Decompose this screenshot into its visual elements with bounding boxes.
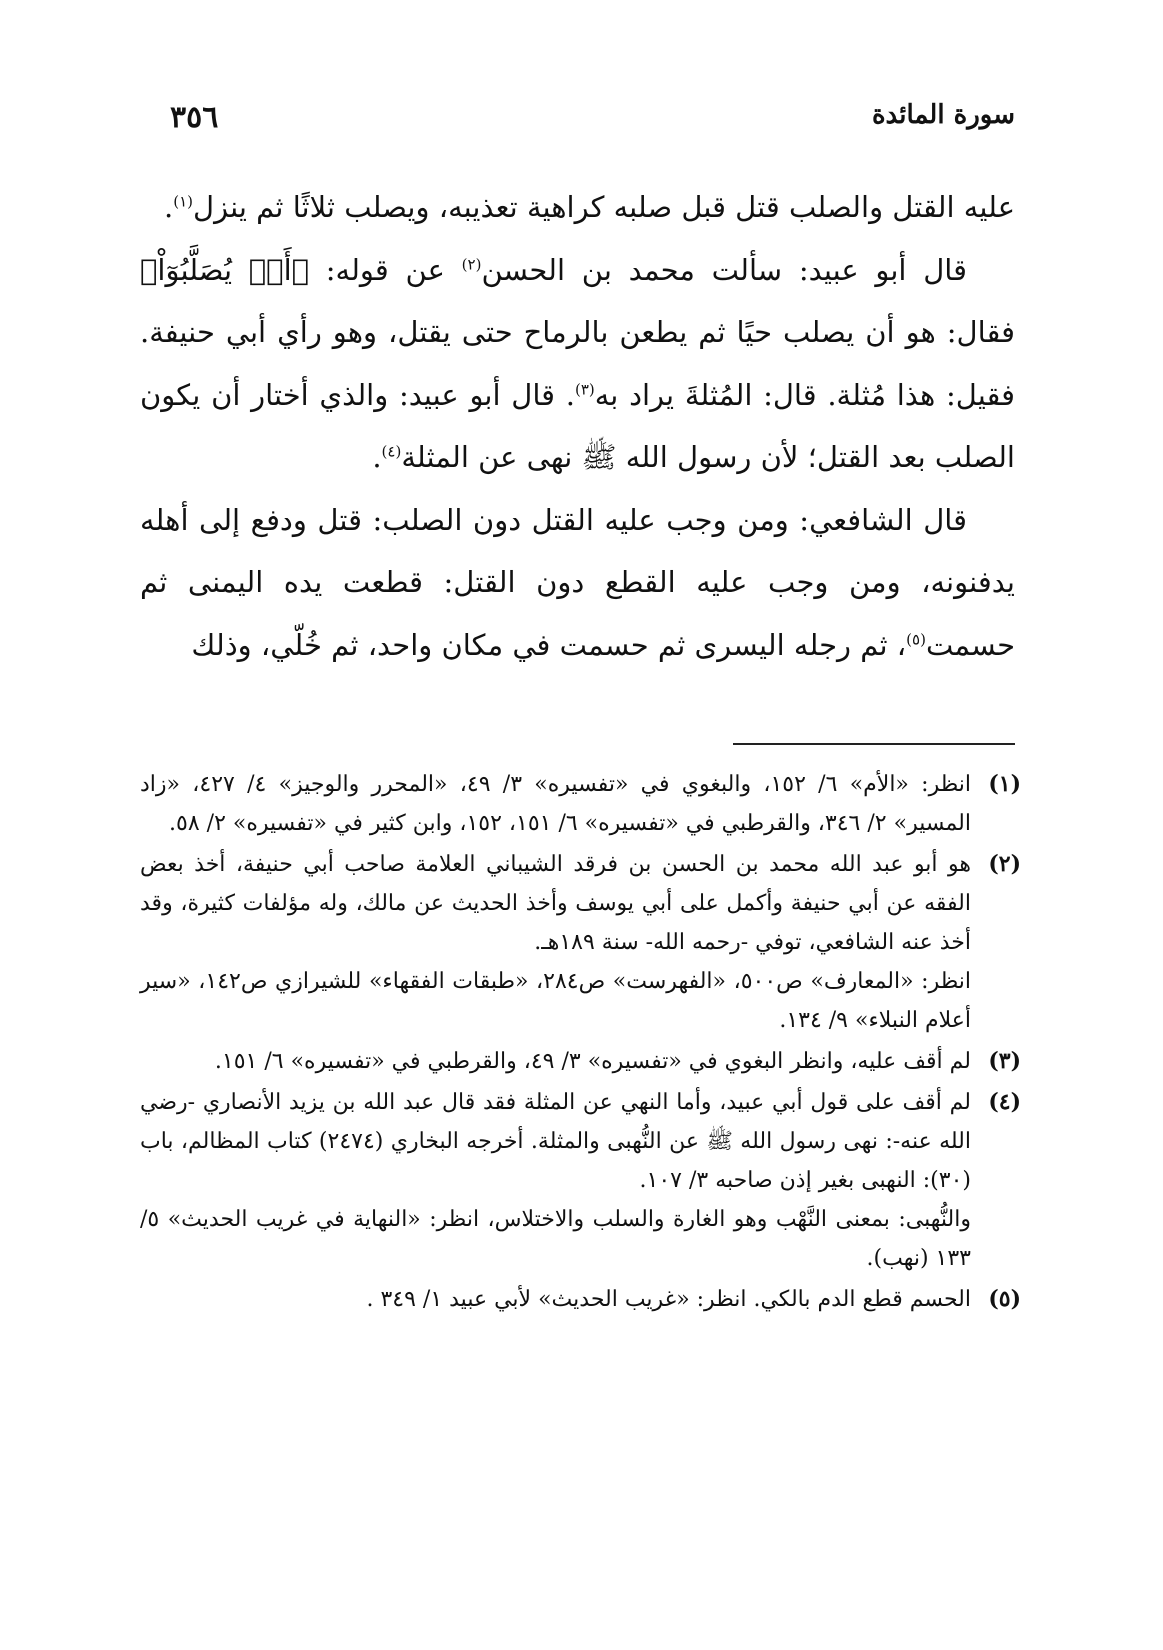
main-text (140, 176, 1015, 676)
paragraph-2-part-c: . قال أبو عبيد: والذي أختار أن يكون الصلب بعد القتل؛ لأن رسول الله ﷺ نهى عن المثلة (140, 377, 1015, 474)
paragraph-2 (140, 239, 1015, 489)
footnote-text: هو أبو عبد الله محمد بن الحسن بن فرقد الشيباني العلامة صاحب أبي حنيفة، أخذ بعض الفقه عن أبي حنيفة وأكمل على أبي يوسف وأخذ الحديث عن مالك، وله مؤلفات كثيرة، وقد أخذ عنه الشافعي، توفي -رحمه الله- سنة ١٨٩هـ. (140, 852, 971, 955)
paragraph-3-part-a: قال الشافعي: ومن وجب عليه القتل دون الصلب: قتل ودفع إلى أهله يدفنونه، ومن وجب عليه القطع دون القتل: قطعت يده اليمنى ثم حسمت (140, 502, 1015, 662)
footnote-4 (140, 1083, 1021, 1278)
footnote-ref-3: (٣) (574, 379, 595, 398)
footnote-separator (733, 743, 1015, 745)
footnote-number: (٤) (988, 1089, 1021, 1115)
footnote-3 (140, 1042, 1021, 1081)
footnote-2 (140, 845, 1021, 1040)
footnote-text: الحسم قطع الدم بالكي. انظر: «غريب الحديث» لأبي عبيد ١/ ٣٤٩ . (366, 1287, 971, 1312)
paragraph-3 (140, 489, 1015, 677)
paragraph-1-text: عليه القتل والصلب قتل قبل صلبه كراهية تعذيبه، ويصلب ثلاثًا ثم ينزل (193, 190, 1015, 224)
paragraph-1-tail: . (164, 190, 174, 224)
footnote-number: (٢) (988, 851, 1021, 877)
running-title: سورة المائدة (871, 100, 1015, 130)
page-number: ٣٥٦ (170, 100, 219, 135)
paragraph-2-part-a: قال أبو عبيد: سألت محمد بن الحسن (481, 252, 967, 287)
footnote-1 (140, 765, 1021, 843)
footnote-text: لم أقف عليه، وانظر البغوي في «تفسيره» ٣/ ٤٩، والقرطبي في «تفسيره» ٦/ ١٥١. (214, 1049, 971, 1074)
footnote-text: انظر: «الأم» ٦/ ١٥٢، والبغوي في «تفسيره» ٣/ ٤٩، «المحرر والوجيز» ٤/ ٤٢٧، «زاد المسير» ٢/ ٣٤٦، والقرطبي في «تفسيره» ٦/ ١٥١، ١٥٢، وابن كثير في «تفسيره» ٢/ ٥٨. (140, 772, 971, 836)
footnote-number: (٥) (988, 1286, 1021, 1312)
footnote-number: (١) (988, 771, 1021, 797)
footnote-ref-5: (٥) (906, 629, 926, 648)
footnote-text: والنُّهبى: بمعنى النَّهْب وهو الغارة والسلب والاختلاس، انظر: «النهاية في غريب الحديث» ٥/ ١٣٣ (نهب). (140, 1207, 971, 1271)
paragraph-3-part-b: ، ثم رجله اليسرى ثم حسمت في مكان واحد، ثم خُلّي، وذلك (191, 627, 907, 662)
footnote-ref-1: (١) (173, 192, 193, 211)
footnote-ref-4: (٤) (381, 442, 402, 461)
paragraph-2-part-d: . (372, 440, 382, 474)
page-header (170, 100, 1015, 150)
paragraph-1 (140, 176, 1015, 239)
footnote-5 (140, 1280, 1021, 1319)
footnote-ref-2: (٢) (461, 254, 482, 273)
footnotes (140, 765, 1021, 1321)
paragraph-2-part-b: عن قوله: ﴿أَوۡ يُصَلَّبُوٓاْ﴾ فقال: هو أن يصلب حيًا ثم يطعن بالرماح حتى يقتل، وهو رأي أبي حنيفة. فقيل: هذا مُثلة. قال: المُثلةَ يراد به (140, 252, 1015, 412)
footnote-text: لم أقف على قول أبي عبيد، وأما النهي عن المثلة فقد قال عبد الله بن يزيد الأنصاري -رضي الله عنه-: نهى رسول الله ﷺ عن النُّهبى والمثلة. أخرجه البخاري (٢٤٧٤) كتاب المظالم، باب (٣٠): النهبى بغير إذن صاحبه ٣/ ١٠٧. (140, 1090, 971, 1193)
footnote-text: انظر: «المعارف» ص٥٠٠، «الفهرست» ص٢٨٤، «طبقات الفقهاء» للشيرازي ص١٤٢، «سير أعلام النبلاء» ٩/ ١٣٤. (140, 969, 971, 1033)
footnote-number: (٣) (988, 1048, 1021, 1074)
